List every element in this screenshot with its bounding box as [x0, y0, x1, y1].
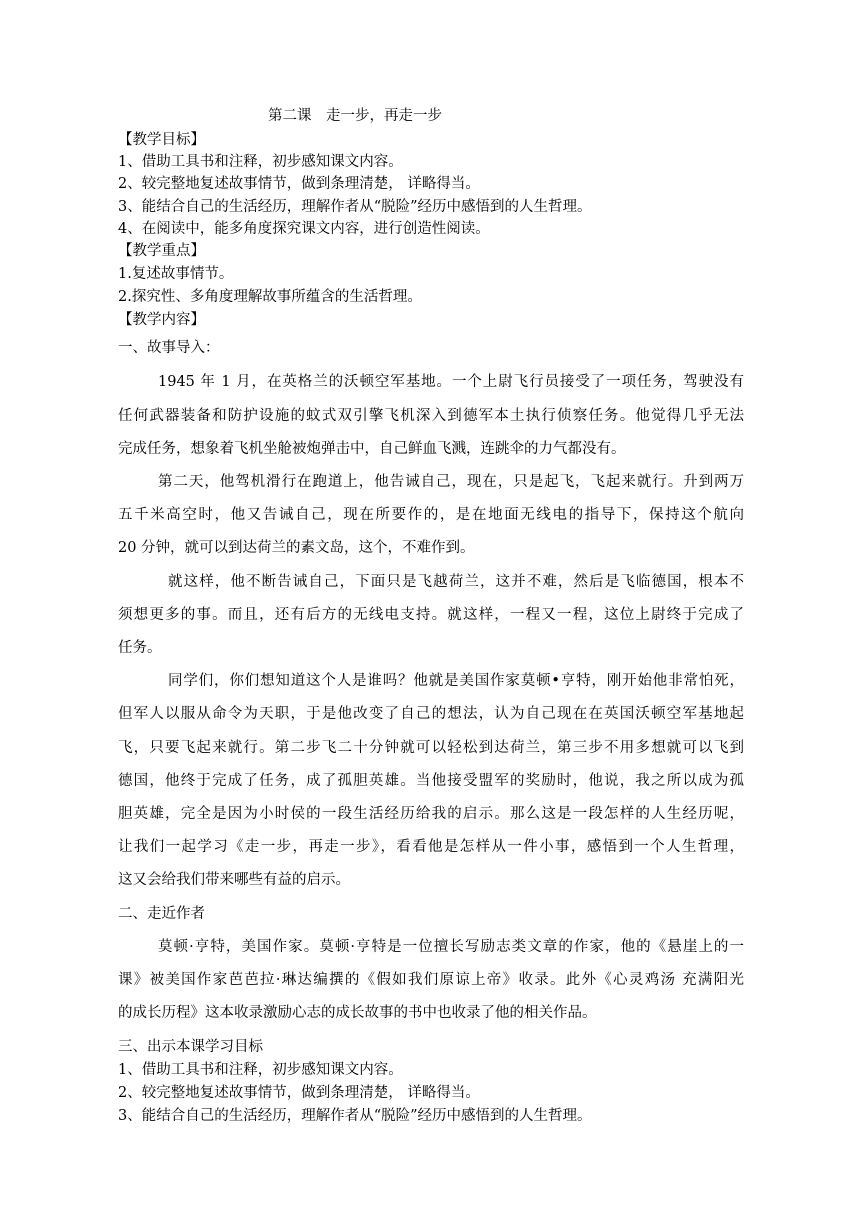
paragraph-line: 任何武器装备和防护设施的蚊式双引擎飞机深入到德军本土执行侦察任务。他觉得几乎无法: [118, 408, 744, 424]
lesson-title: 第二课 走一步，再走一步: [268, 108, 442, 124]
paragraph-line: 莫顿·亨特，美国作家。莫顿·亨特是一位擅长写励志类文章的作家，他的《悬崖上的一: [158, 939, 744, 955]
goal-item: 1、借助工具书和注释，初步感知课文内容。: [118, 1062, 403, 1078]
key-point: 1.复述故事情节。: [118, 266, 234, 282]
paragraph-line: 课》被美国作家芭芭拉·琳达编撰的《假如我们原谅上帝》收录。此外《心灵鸡汤 充满阳光: [118, 972, 744, 988]
key-heading: 【教学重点】: [118, 243, 205, 259]
section-heading: 三、出示本课学习目标: [118, 1039, 263, 1055]
paragraph-line: 任务。: [118, 640, 162, 656]
paragraph-line: 第二天，他驾机滑行在跑道上，他告诫自己，现在，只是起飞，飞起来就行。升到两万: [158, 474, 744, 490]
goal-item: 4、在阅读中，能多角度探究课文内容，进行创造性阅读。: [118, 221, 490, 237]
section-heading: 一、故事导入：: [118, 340, 220, 356]
paragraph-line: 这又会给我们带来哪些有益的启示。: [118, 872, 350, 888]
goal-item: 3、能结合自己的生活经历，理解作者从“脱险”经历中感悟到的人生哲理。: [118, 199, 592, 215]
paragraph-line: 的成长历程》这本收录激励心志的成长故事的书中也收录了他的相关作品。: [118, 1005, 597, 1021]
paragraph-line: 但军人以服从命令为天职，于是他改变了自己的想法，认为自己现在在英国沃顿空军基地起: [118, 706, 744, 722]
paragraph-line: 让我们一起学习《走一步，再走一步》，看看他是怎样从一件小事，感悟到一个人生哲理，: [118, 839, 744, 855]
goal-item: 1、借助工具书和注释，初步感知课文内容。: [118, 154, 403, 170]
paragraph-line: 须想更多的事。而且，还有后方的无线电支持。就这样，一程又一程，这位上尉终于完成了: [118, 607, 744, 623]
paragraph-line: 德国，他终于完成了任务，成了孤胆英雄。当他接受盟军的奖励时，他说，我之所以成为孤: [118, 773, 744, 789]
paragraph-line: 胆英雄，完全是因为小时侯的一段生活经历给我的启示。那么这是一段怎样的人生经历呢，: [118, 806, 744, 822]
paragraph-line: 20 分钟，就可以到达荷兰的素文岛，这个，不难作到。: [118, 540, 475, 556]
key-point: 2.探究性、多角度理解故事所蕴含的生活哲理。: [118, 289, 422, 305]
paragraph-line: 五千米高空时，他又告诫自己，现在所要作的，是在地面无线电的指导下，保持这个航向: [118, 507, 744, 523]
content-heading: 【教学内容】: [118, 312, 205, 328]
goals-heading: 【教学目标】: [118, 132, 205, 148]
section-heading: 二、走近作者: [118, 906, 205, 922]
paragraph-line: 飞，只要飞起来就行。第二步飞二十分钟就可以轻松到达荷兰，第三步不用多想就可以飞到: [118, 740, 744, 756]
paragraph-line: 同学们，你们想知道这个人是谁吗？他就是美国作家莫顿•亨特，刚开始他非常怕死，: [168, 673, 744, 689]
goal-item: 3、能结合自己的生活经历，理解作者从“脱险”经历中感悟到的人生哲理。: [118, 1108, 592, 1124]
paragraph-line: 1945 年 1 月，在英格兰的沃顿空军基地。一个上尉飞行员接受了一项任务，驾驶没有: [158, 374, 744, 390]
goal-item: 2、较完整地复述故事情节，做到条理清楚， 详略得当。: [118, 1085, 480, 1101]
goal-item: 2、较完整地复述故事情节，做到条理清楚， 详略得当。: [118, 176, 480, 192]
paragraph-line: 完成任务，想象着飞机坐舱被炮弹击中，自己鲜血飞溅，连跳伞的力气都没有。: [118, 441, 626, 457]
paragraph-line: 就这样，他不断告诫自己，下面只是飞越荷兰，这并不难，然后是飞临德国，根本不: [168, 574, 744, 590]
